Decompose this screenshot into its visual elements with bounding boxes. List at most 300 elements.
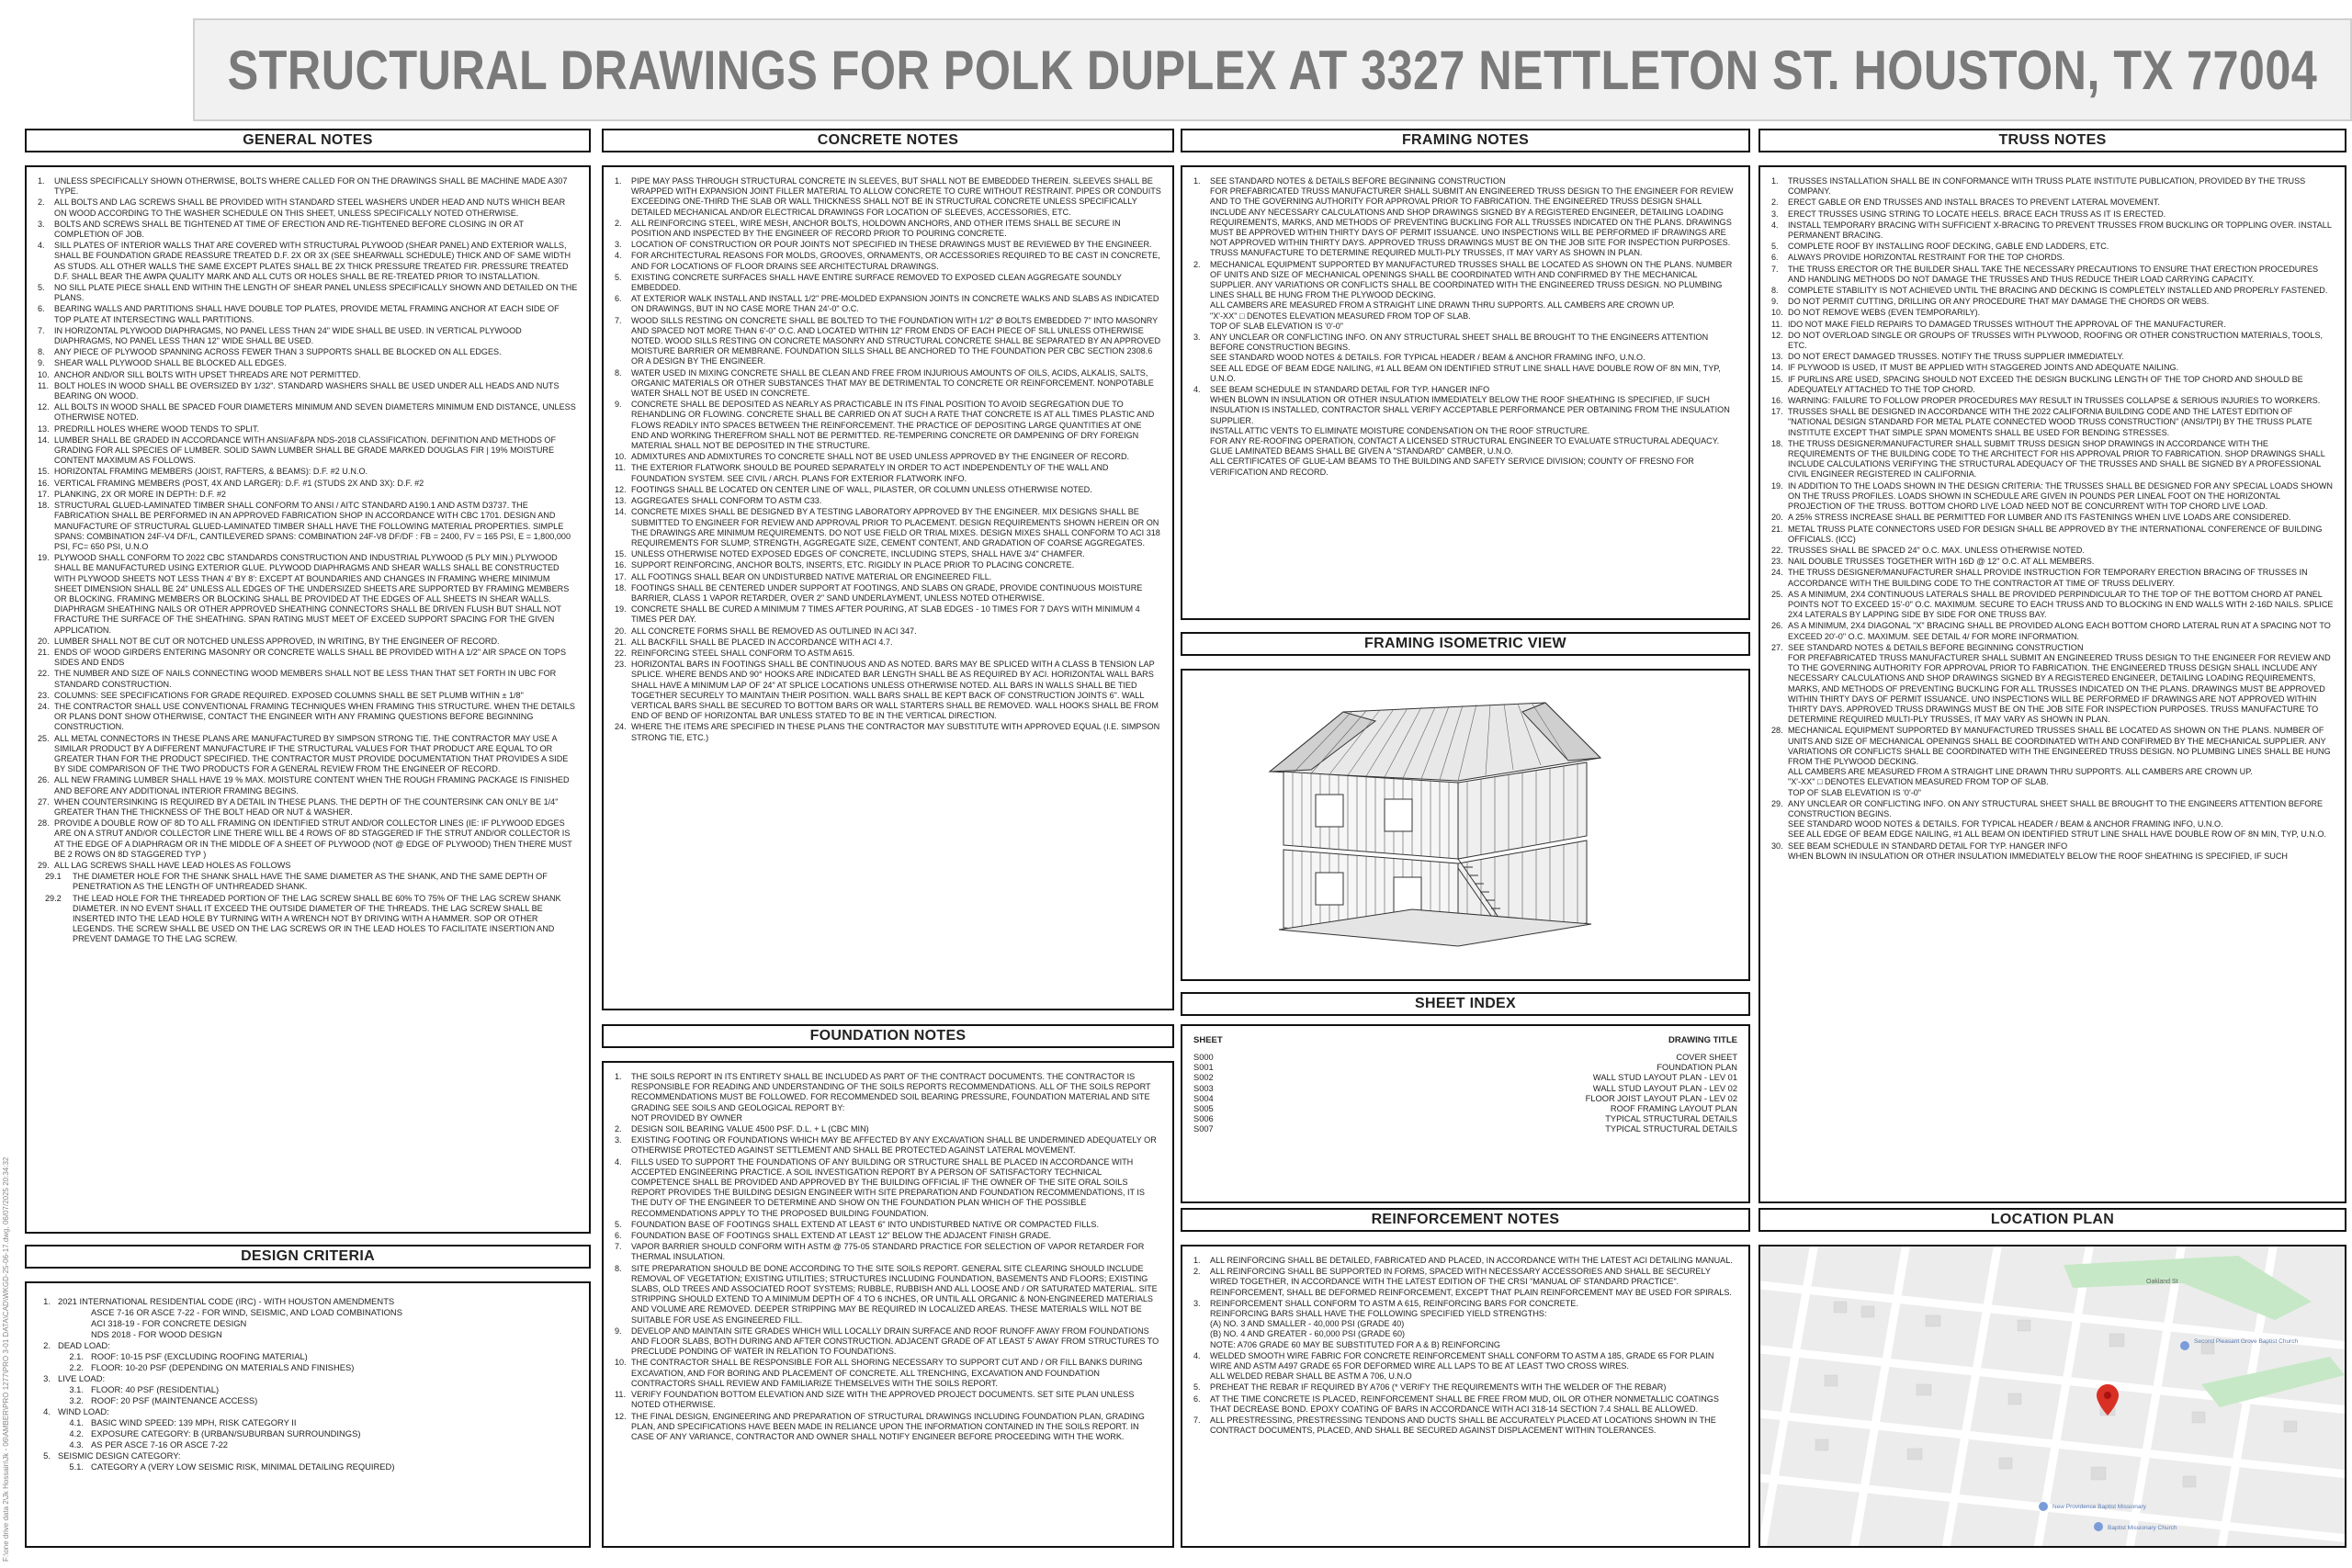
design-criteria-number [58,1329,91,1340]
general-note-item [38,381,578,401]
sheet-number: S003 [1193,1083,1214,1093]
truss-note-number: 27. [1771,642,1783,652]
sheet-number: S007 [1193,1124,1214,1134]
foundation-note-text: VAPOR BARRIER SHOULD CONFORM WITH ASTM @ 775-05 STANDARD PRACTICE FOR SELECTION OF VAPOR RETARDER FOR THERMAL INSULATION. [631,1242,1145,1262]
sheet-number: S006 [1193,1114,1214,1124]
framing-note-number: 2. [1193,259,1201,269]
reinforcement-note-text: ALL REINFORCING SHALL BE DETAILED, FABRICATED AND PLACED, IN ACCORDANCE WITH THE LATEST ACI DETAILING MANUAL. [1210,1256,1733,1265]
reinforcement-note-item [1193,1256,1737,1266]
general-note-item [38,176,578,197]
truss-note-number: 18. [1771,438,1783,448]
general-note-item [38,326,578,346]
truss-note-number: 5. [1771,242,1779,252]
design-criteria-number: 3.2. [69,1395,84,1405]
truss-note-number: 9. [1771,297,1779,307]
foundation-note-item [615,1231,1161,1241]
framing-note-number: 1. [1193,176,1201,186]
concrete-note-number: 16. [615,560,627,570]
map-label-church: Second Pleasant Grove Baptist Church [2194,1338,2299,1345]
truss-note-text: DO NOT OVERLOAD SINGLE OR GROUPS OF TRUSSES WITH PLYWOOD, ROOFING OR OTHER CONSTRUCTION MATERIALS, TOOLS, ETC. [1788,330,2324,351]
framing-note-text: SEE BEAM SCHEDULE IN STANDARD DETAIL FOR TYP. HANGER INFO WHEN BLOWN IN INSULATION OR OTHER INSULATION IMMEDIATELY BELOW THE ROOF SHEATHING IS SPECIFIED, IF SUCH INSULATION IS INSTALLED, CONTRACTOR SHALL VERIFY ACCEPTABLE PERFORMANCE PER OBTAINING FROM THE INSULATION SUPPLIER. INSTALL ATTIC VENTS TO ELIMINATE MOISTURE CONDENSATION ON THE ROOF STRUCTURE. FOR ANY RE-ROOFING OPERATION, CONTACT A LICENSED STRUCTURAL ENGINEER TO EVALUATE STRUCTURAL ADEQUACY. GLUE LAMINATED BEAMS SHALL BE GIVEN A "STANDARD" CAMBER, U.N.O. ALL CERTIFICATES OF GLUE-LAM BEAMS TO THE BUILDING AND SAFETY SERVICE DIVISION; COUNTY OF FRESNO FOR VERIFICATION AND RECORD. [1210,385,1730,477]
general-note-text: ALL LAG SCREWS SHALL HAVE LEAD HOLES AS FOLLOWS [54,861,291,870]
foundation-note-number: 2. [615,1124,622,1134]
general-notes-header: GENERAL NOTES [25,129,591,152]
general-note-text: WHEN COUNTERSINKING IS REQUIRED BY A DETAIL IN THESE PLANS. THE DEPTH OF THE COUNTERSINK CAN ONLY BE 1/4" GREATER THAN THE THICKNESS OF THE BOLT HEAD OR NUT & WASHER. [54,796,559,817]
foundation-note-text: THE SOILS REPORT IN ITS ENTIRETY SHALL BE INCLUDED AS PART OF THE CONTRACT DOCUMENTS. THE CONTRACTOR IS RESPONSIBLE FOR READING AND UNDERSTANDING OF THE SOILS REPORTS RECOMMENDATIONS. ALL OF THE SOILS REPORT RECOMMENDATIONS MUST BE FOLLOWED. FOR RECOMMENDED SOIL BEARING PRESSURE, FOUNDATION MATERIAL AND SITE GRADING SEE SOILS AND GEOLOGICAL REPORT BY: NOT PROVIDED BY OWNER [631,1072,1151,1122]
truss-note-item [1771,297,2334,307]
truss-note-item [1771,197,2334,208]
concrete-note-item [615,722,1161,742]
design-criteria-text: FLOOR: 10-20 PSF (DEPENDING ON MATERIALS AND FINISHES) [91,1362,355,1372]
drawing-title: ROOF FRAMING LAYOUT PLAN [1610,1104,1737,1114]
truss-note-item [1771,375,2334,395]
truss-note-item [1771,253,2334,263]
general-note-text: ENDS OF WOOD GIRDERS ENTERING MASONRY OR CONCRETE WALLS SHALL BE PROVIDED WITH A 1/2" AIR SPACE ON TOPS SIDES AND ENDS [54,647,567,668]
general-note-text: ALL BOLTS IN WOOD SHALL BE SPACED FOUR DIAMETERS MINIMUM AND SEVEN DIAMETERS MINIMUM END DISTANCE, UNLESS OTHERWISE NOTED. [54,402,576,423]
general-note-item [38,501,578,552]
truss-note-text: AS A MINIMUM, 2X4 CONTINUOUS LATERALS SHALL BE PROVIDED PERPINDICULAR TO THE TOP OF THE BOTTOM CHORD AT PANEL POINTS NOT TO EXCEED 15'-0" O.C. MAXIMUM. SECURE TO EACH TRUSS AND TO BLOCKING IN END WALLS WITH 2-16D NAILS. SPLICE 2X4 LATERALS BY LAPPING SIDE BY SIDE FOR ONE TRUSS BAY. [1788,589,2334,620]
truss-note-number: 1. [1771,176,1779,186]
truss-note-text: COMPLETE STABILITY IS NOT ACHIEVED UNTIL THE BRACING AND DECKING IS COMPLETELY INSTALLED AND PROPERLY FASTENED. [1788,286,2328,296]
design-criteria-number [58,1318,91,1329]
sheet-number: S005 [1193,1104,1214,1114]
foundation-note-text: FILLS USED TO SUPPORT THE FOUNDATIONS OF ANY BUILDING OR STRUCTURE SHALL BE PLACED IN ACCORDANCE WITH ACCEPTED ENGINEERING PRACTICE. A SOIL INVESTIGATION REPORT BY A PERSON OF SATISFACTORY TECHNICAL COMPETENCE SHALL BE PROVIDED AND APPROVED BY THE BUILDING OFFICIAL IF THE OWNER OF THE SITE ORAL SOILS REPORT PROVIDES THE BUILDING DESIGN ENGINEER WITH SITE PREPARATION AND FOUNDATION RECOMMENDATIONS, IT IS THE DUTY OF THE ENGINEER TO DETERMINE AND SHOW ON THE FOUNDATION PLAN WHICH OF THE POSSIBLE RECOMMENDATIONS APPLY TO THE PROPOSED BUILDING FOUNDATION. [631,1156,1145,1218]
framing-note-text: SEE STANDARD NOTES & DETAILS BEFORE BEGINNING CONSTRUCTION FOR PREFABRICATED TRUSS MANUFACTURER SHALL SUBMIT AN ENGINEERED TRUSS DESIGN TO THE ENGINEER FOR REVIEW AND TO THE GOVERNING AUTHORITY FOR APPROVAL PRIOR TO FABRICATION. THE ENGINEERED TRUSS DESIGN SHALL INCLUDE ANY NECESSARY CALCULATIONS AND SHOP DRAWINGS SIGNED BY A REGISTERED ENGINEER, DETAILING LOADING REQUIREMENTS, MARKS, AND METHODS OF PREVENTING BUCKLING FOR ALL TRUSSES INDICATED ON THE PLANS. DRAWINGS MUST BE APPROVED WITHIN THIRTY DAYS OF PERMIT ISSUANCE. UNO INSPECTIONS WILL BE PERFORMED IF DRAWINGS ARE NOT APPROVED WITHIN THIRTY DAYS. APPROVED TRUSS DRAWINGS MUST BE ON THE JOB SITE FOR INSPECTION PURPOSES. TRUSS MANUFACTURE TO DETERMINE REQUIRED MULTI-PLY TRUSSES, IT MAY VARY AS SHOWN IN PLAN. [1210,176,1734,258]
truss-note-text: A 25% STRESS INCREASE SHALL BE PERMITTED FOR LUMBER AND ITS FASTENINGS WHEN LIVE LOADS ARE CONSIDERED. [1788,513,2291,523]
general-note-item [38,872,578,892]
foundation-note-text: THE FINAL DESIGN, ENGINEERING AND PREPARATION OF STRUCTURAL DRAWINGS INCLUDING FOUNDATION PLAN, GRADING PLAN, AND SPECIFICATIONS HAVE BEEN MADE IN RELIANCE UPON THE INFORMATION CONTAINED IN THE SOILS REPORT. IN CASE OF ANY VARIANCE, CONTRACTOR AND OWNER SHALL NOTIFY ENGINEER BEFORE PROCEEDING WITH THE WORK. [631,1411,1145,1441]
general-note-text: SILL PLATES OF INTERIOR WALLS THAT ARE COVERED WITH STRUCTURAL PLYWOOD (SHEAR PANEL) AND EXTERIOR WALLS, SHALL BE FOUNDATION GRADE REASSURE TREATED D.F. 2X OR 3X (SEE SHEARWALL SCHEDULE) THICK AND OF SAME WIDTH AS STUDS. ALL OTHER WALLS THE SAME EXCEPT PLATES SHALL BE 2X THICK PRESSURE TREATED FIR. PRESSURE TREATED D.F. SHALL BEAR THE AWPA QUALITY MARK AND ALL CUTS OR HOLES SHALL BE RE-TREATED PRIOR TO INSTALLATION. [54,241,571,281]
concrete-note-number: 3. [615,240,622,250]
design-criteria-item [38,1340,578,1351]
concrete-note-item [615,560,1161,570]
design-criteria-number: 4.3. [69,1439,84,1450]
foundation-note-number: 6. [615,1231,622,1241]
concrete-note-number: 22. [615,648,627,658]
truss-note-item [1771,265,2334,285]
reinforcement-note-text: REINFORCEMENT SHALL CONFORM TO ASTM A 615, REINFORCING BARS FOR CONCRETE. REINFORCING BARS SHALL HAVE THE FOLLOWING SPECIFIED YIELD STRENGTHS: (A) NO. 3 AND SMALLER - 40,000 PSI (GRADE 40) (B) NO. 4 AND GREATER - 60,000 PSI (GRADE 60) NOTE: A706 GRADE 60 MAY BE SUBSTITUTED FOR A & B) REINFORCING [1210,1298,1578,1349]
sheet-index-row [1193,1084,1737,1094]
truss-note-item [1771,320,2334,330]
truss-note-text: DO NOT REMOVE WEBS (EVEN TEMPORARILY). [1788,308,1981,318]
concrete-note-text: UNLESS OTHERWISE NOTED EXPOSED EDGES OF CONCRETE, INCLUDING STEPS, SHALL HAVE 3/4" CHAMFER. [631,549,1085,559]
concrete-note-item [615,176,1161,218]
sheet-index-row [1193,1053,1737,1063]
truss-note-item [1771,726,2334,797]
map-label-new-providence: New Providence Baptist Missionary [2052,1504,2146,1510]
truss-note-item [1771,396,2334,406]
truss-note-item [1771,308,2334,318]
reinforcement-note-number: 4. [1193,1350,1201,1360]
truss-note-number: 6. [1771,253,1779,263]
concrete-note-item [615,496,1161,506]
sheet-index-header: SHEET INDEX [1181,992,1750,1016]
sheet-index-column-headers [1193,1035,1737,1045]
sheet-column-header: SHEET [1193,1035,1223,1045]
foundation-note-text: EXISTING FOOTING OR FOUNDATIONS WHICH MAY BE AFFECTED BY ANY EXCAVATION SHALL BE UNDERMINED ADEQUATELY OR OTHERWISE PROTECTED AGAINST SETTLEMENT AND SHALL BE PROTECTED AGAINST LATERAL MOVEMENT. [631,1135,1157,1156]
concrete-note-item [615,549,1161,559]
concrete-note-text: HORIZONTAL BARS IN FOOTINGS SHALL BE CONTINUOUS AND AS NOTED. BARS MAY BE SPLICED WITH A CLASS B TENSION LAP SPLICE. WHERE BENDS AND 90° HOOKS ARE INDICATED BAR LENGTH SHALL BE AS REQUIRED BY ACI. HORIZONTAL WALL BARS SHALL HAVE A MINIMUM LAP OF 24" AT SPLICE LOCATIONS UNLESS OTHERWISE NOTED. ALL BARS IN WALLS SHALL BE TIED TOGETHER SECURELY TO MAINTAIN THEIR POSITION. WALL BARS SHALL BE KEPT BACK OF CONSTRUCTION JOINTS 6". WALL VERTICAL BARS SHALL BE SECURED TO BOTTOM BARS OR WALL STARTERS SHALL BE REMOVED. WALL HOOKS SHALL BE FROM END OF BEND OF HORIZONTAL BAR UNLESS STATED TO BE IN THE VERTICAL DIRECTION. [631,660,1159,721]
concrete-notes-box [602,165,1174,1010]
concrete-note-text: CONCRETE MIXES SHALL BE DESIGNED BY A TESTING LABORATORY APPROVED BY THE ENGINEER. MIX DESIGNS SHALL BE SUBMITTED TO ENGINEER FOR REVIEW AND APPROVAL PRIOR TO PLACEMENT. DESIGN REQUIREMENTS SHOWN HEREIN OR ON THE DRAWINGS ARE MINIMUM REQUIREMENTS. DO NOT USE FIELD OR TRIAL MIXES. DESIGN MIXES SHALL CONFORM TO ACI 318 REQUIREMENTS FOR SLUMP, STRENGTH, AGGREGATE SIZE, CEMENT CONTENT, AND GRADATION OF COARSE AGGREGATES. [631,507,1160,547]
design-criteria-text: SEISMIC DESIGN CATEGORY: [58,1450,181,1461]
design-criteria-text: EXPOSURE CATEGORY: B (URBAN/SUBURBAN SURROUNDINGS) [91,1428,361,1438]
drawing-title: FOUNDATION PLAN [1657,1063,1737,1073]
truss-note-number: 7. [1771,264,1779,274]
general-notes-list [38,176,578,945]
reinforcement-note-text: WELDED SMOOTH WIRE FABRIC FOR CONCRETE REINFORCEMENT SHALL CONFORM TO ASTM A 185, GRADE 65 FOR PLAIN WIRE AND ASTM A497 GRADE 65 FOR DEFORMED WIRE ALL LAPS TO BE AT LEAST TWO CROSS WIRES. ALL WELDED REBAR SHALL BE ASTM A 706, U.N.O [1210,1350,1714,1382]
drawing-title: TYPICAL STRUCTURAL DETAILS [1605,1124,1737,1134]
truss-note-item [1771,439,2334,480]
general-note-text: ANY PIECE OF PLYWOOD SPANNING ACROSS FEWER THAN 3 SUPPORTS SHALL BE BLOCKED ON ALL EDGES. [54,347,502,357]
general-note-number: 23. [38,690,50,700]
sheet-number: S000 [1193,1053,1214,1062]
truss-note-text: MECHANICAL EQUIPMENT SUPPORTED BY MANUFACTURED TRUSSES SHALL BE LOCATED AS SHOWN ON THE PLANS. NUMBER OF UNITS AND SIZE OF MECHANICAL OPENINGS SHALL BE COORDINATED WITH AND CONFIRMED BY THE MECHANICAL SUPPLIER. ANY VARIATIONS OR CONFLICTS SHALL BE COORDINATED WITH THE ENGINEERED TRUSS DESIGN. NO PLUMBING LINES SHALL BE HUNG FROM THE PLYWOOD DECKING. ALL CAMBERS ARE MEASURED FROM A STRAIGHT LINE DRAWN THRU SUPPORTS. ALL CAMBERS ARE CROWN UP. "X'-XX" □ DENOTES ELEVATION MEASURED FROM TOP OF SLAB. TOP OF SLAB ELEVATION IS '0'-0" [1788,726,2331,797]
concrete-note-text: SUPPORT REINFORCING, ANCHOR BOLTS, INSERTS, ETC. RIGIDLY IN PLACE PRIOR TO PLACING CONCRETE. [631,560,1075,570]
general-note-text: THE LEAD HOLE FOR THE THREADED PORTION OF THE LAG SCREW SHALL BE 60% TO 75% OF THE LAG SCREW SHANK DIAMETER. IN NO EVENT SHALL IT EXCEED THE OUTSIDE DIAMETER OF THE THREADS. THE LAG SCREW SHALL BE INSERTED INTO THE LEAD HOLE BY TURNING WITH A WRENCH NOT BY DRIVING WITH A HAMMER. SOP OR OTHER LEGENDS. THE SCREW SHALL BE USED ON THE LAG SCREWS OR IN THE LEAD HOLES TO FACILITATE INSERTION AND PREVENT DAMAGE TO THE LAG SCREW. [73,893,561,944]
design-criteria-number: 3.1. [69,1384,84,1394]
reinforcement-note-item [1193,1394,1737,1415]
general-note-number: 29.1 [45,872,62,882]
foundation-note-item [615,1264,1161,1325]
truss-note-item [1771,525,2334,545]
concrete-note-text: CONCRETE SHALL BE CURED A MINIMUM 7 TIMES AFTER POURING, AT SLAB EDGES - 10 TIMES FOR 7 DAYS WITH MINIMUM 4 TIMES PER DAY. [631,604,1140,625]
concrete-note-item [615,463,1161,483]
concrete-note-item [615,219,1161,239]
truss-note-text: IN ADDITION TO THE LOADS SHOWN IN THE DESIGN CRITERIA: THE TRUSSES SHALL BE DESIGNED FOR ANY SPECIAL LOADS SHOWN ON THE TRUSS PROFILES. LOADS SHOWN IN SCHEDULE ARE GIVEN IN POUNDS PER LINEAL FOOT ON THE HORIZONTAL PROJECTION OF THE TRUSS. BOTTOM CHORD LIVE LOAD NEED NOT BE CONCURRENT WITH TOP CHORD LIVE LOAD. [1788,480,2333,512]
design-criteria-text: DEAD LOAD: [58,1340,110,1350]
framing-notes-box [1181,165,1750,620]
foundation-note-number: 12. [615,1411,627,1421]
location-plan-map[interactable] [1758,1245,2346,1548]
general-note-number: 16. [38,478,50,488]
concrete-note-number: 9. [615,400,622,410]
truss-note-number: 13. [1771,352,1783,362]
design-criteria-item [38,1461,578,1472]
design-criteria-item [38,1351,578,1362]
truss-note-text: ANY UNCLEAR OR CONFLICTING INFO. ON ANY STRUCTURAL SHEET SHALL BE BROUGHT TO THE ENGINEERS ATTENTION BEFORE CONSTRUCTION BEGINS. SEE STANDARD WOOD NOTES & DETAILS. FOR TYPICAL HEADER / BEAM & ANCHOR FRAMING INFO, U.N.O. SEE ALL EDGE OF BEAM EDGE NAILING, #1 ALL BEAM ON IDENTIFIED STRUT LINE SHALL HAVE DOUBLE ROW OF 8N MIN, TYP, U.N.O. [1788,798,2327,840]
foundation-note-number: 11. [615,1390,626,1400]
design-criteria-item [38,1296,578,1307]
general-note-number: 4. [38,241,45,251]
general-note-text: NO SILL PLATE PIECE SHALL END WITHIN THE LENGTH OF SHEAR PANEL UNLESS SPECIFICALLY SHOWN AND DETAILED ON THE PLANS. [54,283,578,303]
truss-note-item [1771,331,2334,351]
design-criteria-number: 3. [43,1373,51,1383]
framing-note-item [1193,176,1737,259]
design-criteria-list [38,1296,578,1472]
design-criteria-number: 2.2. [69,1362,84,1372]
truss-note-number: 24. [1771,568,1783,578]
location-pin-dot [2104,1392,2111,1399]
general-note-item [38,797,578,818]
truss-note-number: 4. [1771,220,1779,230]
concrete-note-number: 2. [615,218,622,228]
general-note-text: HORIZONTAL FRAMING MEMBERS (JOIST, RAFTERS, & BEAMS): D.F. #2 U.N.O. [54,467,368,477]
foundation-note-text: SITE PREPARATION SHOULD BE DONE ACCORDING TO THE SITE SOILS REPORT. GENERAL SITE CLEARING SHOULD INCLUDE REMOVAL OF VEGETATION; EXISTING UTILITIES; STRUCTURES INCLUDING FOUNDATION, BASEMENTS AND FLOORS; EXISTING SLABS, OLD TREES AND ASSOCIATED ROOT SYSTEMS; RUBBLE, RUBBISH AND ALL LOOSE AND / OR SATURATED MATERIAL. SITE STRIPPING SHOULD EXTEND TO A MINIMUM DEPTH OF 4 TO 6 INCHES, OR UNTIL ALL ORGANIC & NON-ENGINEERED MATERIALS AND VOLUME ARE REMOVED. DEEPER STRIPPING MAY BE REQUIRED IN LOCALIZED AREAS. THESE MATERIALS WILL NOT BE SUITABLE FOR USE AS ENGINEERED FILL. [631,1263,1158,1325]
truss-note-number: 10. [1771,308,1783,318]
drawing-title-column-header: DRAWING TITLE [1668,1035,1737,1045]
concrete-note-item [615,452,1161,462]
concrete-note-item [615,649,1161,659]
reinforcement-note-text: AT THE TIME CONCRETE IS PLACED, REINFORCEMENT SHALL BE FREE FROM MUD, OIL OR OTHER NONMETALLIC COATINGS THAT DECREASE BOND. EPOXY COATING OF BARS IN ACCORDANCE WITH ACI 318-14 SECTION 7.4 SHALL BE ALLOWED. [1210,1393,1719,1414]
foundation-note-text: VERIFY FOUNDATION BOTTOM ELEVATION AND SIZE WITH THE APPROVED PROJECT DOCUMENTS. SET SITE PLAN UNLESS NOTED OTHERWISE. [631,1390,1135,1410]
reinforcement-notes-box [1181,1245,1750,1548]
reinforcement-note-number: 1. [1193,1256,1201,1265]
general-note-number: 9. [38,358,45,368]
design-criteria-text: LIVE LOAD: [58,1373,106,1383]
truss-note-number: 2. [1771,197,1779,208]
concrete-note-number: 10. [615,452,627,462]
design-criteria-number: 1. [43,1296,51,1306]
foundation-note-item [615,1390,1161,1410]
concrete-note-number: 7. [615,315,622,325]
foundation-notes-box [602,1061,1174,1548]
concrete-note-item [615,251,1161,271]
truss-note-text: ALWAYS PROVIDE HORIZONTAL RESTRAINT FOR THE TOP CHORDS. [1788,253,2065,263]
general-note-item [38,197,578,218]
truss-note-number: 23. [1771,557,1783,567]
concrete-note-item [615,485,1161,495]
concrete-note-item [615,240,1161,250]
design-criteria-number: 2.1. [69,1351,84,1361]
design-criteria-item [38,1428,578,1439]
truss-note-number: 22. [1771,545,1783,555]
truss-note-text: ERECT GABLE OR END TRUSSES AND INSTALL BRACES TO PREVENT LATERAL MOVEMENT. [1788,197,2160,208]
general-note-item [38,691,578,701]
general-note-item [38,553,578,636]
truss-note-item [1771,407,2334,438]
general-note-item [38,734,578,775]
truss-note-text: ERECT TRUSSES USING STRING TO LOCATE HEELS. BRACE EACH TRUSS AS IT IS ERECTED. [1788,209,2166,219]
concrete-note-text: FOOTINGS SHALL BE LOCATED ON CENTER LINE OF WALL, PILASTER, OR COLUMN UNLESS OTHERWISE NOTED. [631,484,1092,494]
general-note-number: 21. [38,647,50,657]
concrete-note-text: WOOD SILLS RESTING ON CONCRETE SHALL BE BOLTED TO THE FOUNDATION WITH 1/2" Ø BOLTS EMBEDDED 7" INTO MASONRY AND SPACED NOT MORE THAN 6'-0" O.C. AND LOCATED WITHIN 12" FROM ENDS OF EACH PIECE OF SILL UNLESS OTHERWISE NOTED. WOOD SILLS RESTING ON CONCRETE MASONRY AND STRUCTURAL CONCRETE SHALL BE SEPARATED BY AN APPROVED MOISTURE BARRIER OR MEMBRANE. FOUNDATION SILLS SHALL BE ANCHORED TO THE FOUNDATION PER CBC SECTION 2308.6 OR A DESIGN BY THE ENGINEER. [631,315,1161,367]
truss-note-text: THE TRUSS DESIGNER/MANUFACTURER SHALL SUBMIT TRUSS DESIGN SHOP DRAWINGS IN ACCORDANCE WITH THE REQUIREMENTS OF THE BUILDING CODE TO THE ARCHITECT FOR HIS APPROVAL PRIOR TO FABRICATION. SHOP DRAWINGS SHALL INCLUDE CALCULATIONS VERIFYING THE STRUCTURAL ADEQUACY OF THE TRUSSES AND SHALL BE SIGNED BY A PROFESSIONAL CIVIL ENGINEER REGISTERED IN CALIFORNIA. [1788,438,2325,479]
concrete-note-text: FOR ARCHITECTURAL REASONS FOR MOLDS, GROOVES, ORNAMENTS, OR ACCESSORIES REQUIRED TO BE CAST IN CONCRETE, AND FOR LOCATIONS OF FLOOR DRAINS SEE ARCHITECTURAL DRAWINGS. [631,251,1160,271]
foundation-note-number: 3. [615,1135,622,1145]
general-note-text: ALL METAL CONNECTORS IN THESE PLANS ARE MANUFACTURED BY SIMPSON STRONG TIE. THE CONTRACTOR MAY USE A SIMILAR PRODUCT BY A DIFFERENT MANUFACTURE IF THE STRUCTURAL VALUES FOR THAT PRODUCT ARE EQUAL TO OR GREATER THAN FOR THE PRODUCT SPECIFIED. THE CONTRACTOR MUST PROVIDE DOCUMENTATION THAT PROVIDES A SIDE BY SIDE COMPARISON OF THE TWO PRODUCTS FOR A GENERAL REVIEW FROM THE ENGINEER OF RECORD. [54,733,569,774]
foundation-note-item [615,1358,1161,1389]
concrete-note-number: 13. [615,496,627,506]
design-criteria-item [38,1373,578,1384]
foundation-note-text: FOUNDATION BASE OF FOOTINGS SHALL EXTEND AT LEAST 6" INTO UNDISTURBED NATIVE OR COMPACTED FILLS. [631,1219,1100,1229]
truss-note-number: 20. [1771,513,1783,523]
truss-note-item [1771,176,2334,197]
design-criteria-text: CATEGORY A (VERY LOW SEISMIC RISK, MINIMAL DETAILING REQUIRED) [91,1461,395,1472]
general-note-item [38,467,578,477]
concrete-note-item [615,316,1161,367]
foundation-note-item [615,1242,1161,1262]
truss-note-text: DO NOT PERMIT CUTTING, DRILLING OR ANY PROCEDURE THAT MAY DAMAGE THE CHORDS OR WEBS. [1788,297,2210,307]
reinforcement-notes-list [1193,1256,1737,1436]
reinforcement-note-item [1193,1351,1737,1382]
foundation-note-number: 5. [615,1219,622,1229]
concrete-note-item [615,368,1161,400]
design-criteria-text: ASCE 7-16 OR ASCE 7-22 - FOR WIND, SEISMIC, AND LOAD COMBINATIONS [91,1307,402,1317]
reinforcement-notes-header: REINFORCEMENT NOTES [1181,1208,1750,1232]
truss-note-number: 28. [1771,726,1783,736]
reinforcement-note-item [1193,1382,1737,1393]
truss-note-number: 29. [1771,798,1783,808]
truss-note-item [1771,481,2334,513]
truss-note-item [1771,546,2334,556]
foundation-note-number: 1. [615,1072,622,1081]
reinforcement-note-item [1193,1267,1737,1298]
general-note-text: SHEAR WALL PLYWOOD SHALL BE BLOCKED ALL EDGES. [54,358,287,368]
truss-notes-header: TRUSS NOTES [1758,129,2346,152]
truss-note-item [1771,363,2334,373]
truss-note-text: DO NOT ERECT DAMAGED TRUSSES. NOTIFY THE TRUSS SUPPLIER IMMEDIATELY. [1788,352,2124,362]
general-note-number: 18. [38,501,50,511]
concrete-note-item [615,604,1161,625]
general-note-text: ALL BOLTS AND LAG SCREWS SHALL BE PROVIDED WITH STANDARD STEEL WASHERS UNDER HEAD AND NUTS WHICH BEAR ON WOOD ACCORDING TO THE WASHER SCHEDULE ON THIS SHEET, UNLESS SPECIFICALLY NOTED OTHERWISE. [54,197,566,218]
reinforcement-note-number: 6. [1193,1393,1201,1404]
reinforcement-note-text: ALL REINFORCING SHALL BE SUPPORTED IN FORMS, SPACED WITH NECESSARY ACCESSORIES AND SHALL BE SECURELY WIRED TOGETHER, IN ACCORDANCE WITH THE LATEST EDITION OF THE CRSI "MANUAL OF STANDARD PRACTICE". REINFORCEMENT, SHALL BE DEFORMED REINFORCEMENT, EXCEPT THAT PLAIN REINFORCEMENT MAY BE USED FOR SPIRALS. [1210,1267,1732,1297]
drawing-title: WALL STUD LAYOUT PLAN - LEV 01 [1592,1073,1737,1083]
general-note-item [38,347,578,357]
concrete-note-text: ALL CONCRETE FORMS SHALL BE REMOVED AS OUTLINED IN ACI 347. [631,626,917,636]
truss-note-number: 25. [1771,589,1783,599]
truss-note-number: 17. [1771,407,1783,417]
framing-notes-list [1193,176,1737,478]
general-note-text: THE CONTRACTOR SHALL USE CONVENTIONAL FRAMING TECHNIQUES WHEN FRAMING THIS STRUCTURE. WHEN THE DETAILS OR PLANS DONT SHOW OTHERWISE, CONTACT THE ENGINEER WITH ANY FRAMING QUESTIONS BEFORE BEGINNING CONSTRUCTION. [54,701,575,732]
foundation-note-item [615,1157,1161,1219]
concrete-note-number: 4. [615,251,622,261]
concrete-note-text: REINFORCING STEEL SHALL CONFORM TO ASTM A615. [631,648,855,658]
reinforcement-note-item [1193,1416,1737,1436]
general-note-number: 6. [38,304,45,314]
concrete-note-number: 6. [615,294,622,304]
design-criteria-text: ACI 318-19 - FOR CONCRETE DESIGN [91,1318,247,1328]
truss-note-number: 3. [1771,209,1779,219]
design-criteria-number: 2. [43,1340,51,1350]
general-note-number: 28. [38,818,50,829]
truss-note-item [1771,557,2334,567]
truss-note-text: IF PLYWOOD IS USED, IT MUST BE APPLIED WITH STAGGERED JOINTS AND ADEQUATE NAILING. [1788,363,2179,373]
general-note-text: IN HORIZONTAL PLYWOOD DIAPHRAGMS, NO PANEL LESS THAN 24" WIDE SHALL BE USED. IN VERTICAL PLYWOOD DIAPHRAGMS, NO PANEL LESS THAN 12" WIDE SHALL BE USED. [54,325,522,346]
general-notes-box [25,165,591,1234]
design-criteria-item [38,1384,578,1395]
concrete-note-item [615,660,1161,721]
truss-note-number: 19. [1771,480,1783,491]
truss-note-text: COMPLETE ROOF BY INSTALLING ROOF DECKING, GABLE END LADDERS, ETC. [1788,242,2109,252]
file-path-stamp: F:\one drive data 2\Jk Hossain\Jk - 06\AMBER\PRO 1277\PRO 3-01 DATA\CAD\WKGD-25-06-17.dwg, 06/07/2025 20:34:32 [2,1156,10,1562]
foundation-note-text: DEVELOP AND MAINTAIN SITE GRADES WHICH WILL LOCALLY DRAIN SURFACE AND ROOF RUNOFF AWAY FROM FOUNDATIONS AND FLOOR SLABS, BOTH DURING AND AFTER CONSTRUCTION. ADJACENT GRADE OF AT LEAST 5' AWAY FROM STRUCTURES TO PRECLUDE PONDING OF WATER IN RELATION TO FOUNDATIONS. [631,1325,1159,1357]
general-note-text: COLUMNS: SEE SPECIFICATIONS FOR GRADE REQUIRED. EXPOSED COLUMNS SHALL BE SET PLUMB WITHIN ± 1/8" [54,690,524,700]
design-criteria-item [38,1450,578,1461]
general-note-number: 24. [38,701,50,711]
sheet-index-row [1193,1124,1737,1134]
general-note-number: 20. [38,636,50,646]
page-title: STRUCTURAL DRAWINGS FOR POLK DUPLEX AT 3327 NETTLETON ST. HOUSTON, TX 77004 [227,39,2318,101]
truss-note-number: 15. [1771,374,1783,384]
foundation-note-number: 7. [615,1242,622,1252]
concrete-note-text: ALL BACKFILL SHALL BE PLACED IN ACCORDANCE WITH ACI 4.7. [631,637,893,647]
design-criteria-text: BASIC WIND SPEED: 139 MPH, RISK CATEGORY II [91,1417,297,1427]
foundation-note-number: 10. [615,1358,627,1368]
design-criteria-number: 5. [43,1450,51,1461]
framing-note-number: 3. [1193,333,1201,343]
general-note-item [38,358,578,368]
general-note-item [38,370,578,380]
general-note-item [38,479,578,489]
framing-isometric-header: FRAMING ISOMETRIC VIEW [1181,632,1750,656]
concrete-note-item [615,507,1161,548]
sheet-number: S001 [1193,1063,1214,1073]
concrete-note-text: AGGREGATES SHALL CONFORM TO ASTM C33. [631,496,822,506]
foundation-notes-header: FOUNDATION NOTES [602,1024,1174,1048]
concrete-note-text: PIPE MAY PASS THROUGH STRUCTURAL CONCRETE IN SLEEVES, BUT SHALL NOT BE EMBEDDED THEREIN. SLEEVES SHALL BE WRAPPED WITH EXPANSION JOINT FILLER MATERIAL TO ALLOW CONCRETE TO CURE WITHOUT RESTRAINT. PIPES OR CONDUITS EXCEEDING ONE-THIRD THE SLAB OR WALL THICKNESS SHALL NOT BE IN STRUCTURAL CONCRETE UNLESS SPECIFICALLY DETAILED MECHANICAL AND/OR ELECTRICAL DRAWINGS FOR LOCATION OF SLEEVES, ACCESSORIES, ETC. [631,176,1161,217]
sheet-number: S004 [1193,1093,1214,1103]
truss-note-text: IF PURLINS ARE USED, SPACING SHOULD NOT EXCEED THE DESIGN BUCKLING LENGTH OF THE TOP CHORD AND SHOULD BE ADEQUATELY ATTACHED TO THE TOP CHORD. [1788,374,2303,394]
general-note-number: 8. [38,347,45,357]
general-note-text: BOLTS AND SCREWS SHALL BE TIGHTENED AT TIME OF ERECTION AND RE-TIGHTENED BEFORE CLOSING IN OR AT COMPLETION OF JOB. [54,219,524,240]
truss-note-item [1771,590,2334,621]
general-note-text: LUMBER SHALL BE GRADED IN ACCORDANCE WITH ANSI/AF&PA NDS-2018 CLASSIFICATION. DEFINITION AND METHODS OF GRADING FOR ALL SPECIES OF LUMBER. SOLID SAWN LUMBER SHALL BE GRADE MARKED DOUGLAS FIR | 19% MOISTURE CONTENT MAXIMUM AS FOLLOWS. [54,434,557,466]
truss-note-item [1771,352,2334,362]
truss-note-number: 14. [1771,363,1783,373]
concrete-note-item [615,273,1161,293]
general-note-item [38,861,578,871]
concrete-note-number: 14. [615,507,627,517]
concrete-note-text: AT EXTERIOR WALK INSTALL AND INSTALL 1/2" PRE-MOLDED EXPANSION JOINTS IN CONCRETE WALKS AND SLABS AS INDICATED ON DRAWINGS, BUT IN NO CASE MORE THAN 24'-0" O.C. [631,294,1159,314]
truss-note-number: 12. [1771,330,1783,340]
design-criteria-item [38,1329,578,1340]
truss-note-item [1771,513,2334,523]
general-note-number: 2. [38,197,45,208]
truss-note-text: AS A MINIMUM, 2X4 DIAGONAL "X" BRACING SHALL BE PROVIDED ALONG EACH BOTTOM CHORD LATERAL RUN AT A SPACING NOT TO EXCEED 20'-0" O.C. MAXIMUM. SEE DETAIL 4/ FOR MORE INFORMATION. [1788,621,2331,641]
concrete-note-item [615,626,1161,637]
design-criteria-text: WIND LOAD: [58,1406,109,1416]
design-criteria-item [38,1417,578,1428]
general-note-number: 12. [38,402,50,412]
concrete-note-text: WHERE THE ITEMS ARE SPECIFIED IN THESE PLANS THE CONTRACTOR MAY SUBSTITUTE WITH APPROVED EQUAL (I.E. SIMPSON STRONG TIE, ETC.) [631,722,1160,742]
reinforcement-note-item [1193,1299,1737,1350]
foundation-note-number: 8. [615,1263,622,1273]
general-note-text: LUMBER SHALL NOT BE CUT OR NOTCHED UNLESS APPROVED, IN WRITING, BY THE ENGINEER OF RECORD. [54,636,500,646]
concrete-note-item [615,583,1161,604]
concrete-note-number: 15. [615,549,627,559]
general-note-item [38,402,578,423]
truss-note-text: INSTALL TEMPORARY BRACING WITH SUFFICIENT X-BRACING TO PREVENT TRUSSES FROM BUCKLING OR TOPPLING OVER. INSTALL PERMANENT BRACING. [1788,220,2332,241]
street-map [1760,1247,2345,1546]
general-note-text: BEARING WALLS AND PARTITIONS SHALL HAVE DOUBLE TOP PLATES, PROVIDE METAL FRAMING ANCHOR AT EACH SIDE OF TOP PLATE AT INTERSECTING WALL PARTITIONS. [54,304,560,324]
design-criteria-text: FLOOR: 40 PSF (RESIDENTIAL) [91,1384,220,1394]
concrete-notes-list [615,176,1161,743]
truss-note-number: 8. [1771,286,1779,296]
truss-note-text: SEE STANDARD NOTES & DETAILS BEFORE BEGINNING CONSTRUCTION FOR PREFABRICATED TRUSS MANUFACTURER SHALL SUBMIT AN ENGINEERED TRUSS DESIGN TO THE ENGINEER FOR REVIEW AND TO THE GOVERNING AUTHORITY FOR APPROVAL PRIOR TO FABRICATION. THE ENGINEERED TRUSS DESIGN SHALL INCLUDE ANY NECESSARY CALCULATIONS AND SHOP DRAWINGS SIGNED BY A REGISTERED ENGINEER, DETAILING LOADING REQUIREMENTS, MARKS, AND METHODS OF PREVENTING BUCKLING FOR ALL TRUSSES INDICATED ON THE PLANS. DRAWINGS MUST BE APPROVED WITHIN THIRTY DAYS OF PERMIT ISSUANCE. UNO INSPECTIONS WILL BE PERFORMED IF DRAWINGS ARE NOT APPROVED WITHIN THIRTY DAYS. APPROVED TRUSS DRAWINGS MUST BE ON THE JOB SITE FOR INSPECTION PURPOSES. TRUSS MANUFACTURE TO DETERMINE REQUIRED MULTI-PLY TRUSSES, IT MAY VARY AS SHOWN IN PLAN. [1788,642,2331,725]
truss-note-item [1771,286,2334,296]
design-criteria-number: 4.2. [69,1428,84,1438]
foundation-note-item [615,1124,1161,1134]
general-note-number: 11. [38,380,49,390]
design-criteria-item [38,1395,578,1406]
general-note-text: THE DIAMETER HOLE FOR THE SHANK SHALL HAVE THE SAME DIAMETER AS THE SHANK, AND THE SAME DEPTH OF PENETRATION AS THE LENGTH OF UNTHREADED SHANK. [73,872,548,892]
general-note-item [38,818,578,860]
general-note-number: 15. [38,467,50,477]
foundation-note-item [615,1220,1161,1230]
drawing-title: WALL STUD LAYOUT PLAN - LEV 02 [1592,1083,1737,1093]
general-note-item [38,637,578,647]
general-note-text: UNLESS SPECIFICALLY SHOWN OTHERWISE, BOLTS WHERE CALLED FOR ON THE DRAWINGS SHALL BE MACHINE MADE A307 TYPE. [54,176,568,197]
truss-note-item [1771,841,2334,862]
general-note-number: 17. [38,489,50,499]
design-criteria-header: DESIGN CRITERIA [25,1245,591,1269]
truss-note-number: 16. [1771,396,1783,406]
framing-isometric-box [1181,669,1750,981]
concrete-note-text: ALL FOOTINGS SHALL BEAR ON UNDISTURBED NATIVE MATERIAL OR ENGINEERED FILL. [631,571,992,581]
general-note-number: 14. [38,434,50,445]
